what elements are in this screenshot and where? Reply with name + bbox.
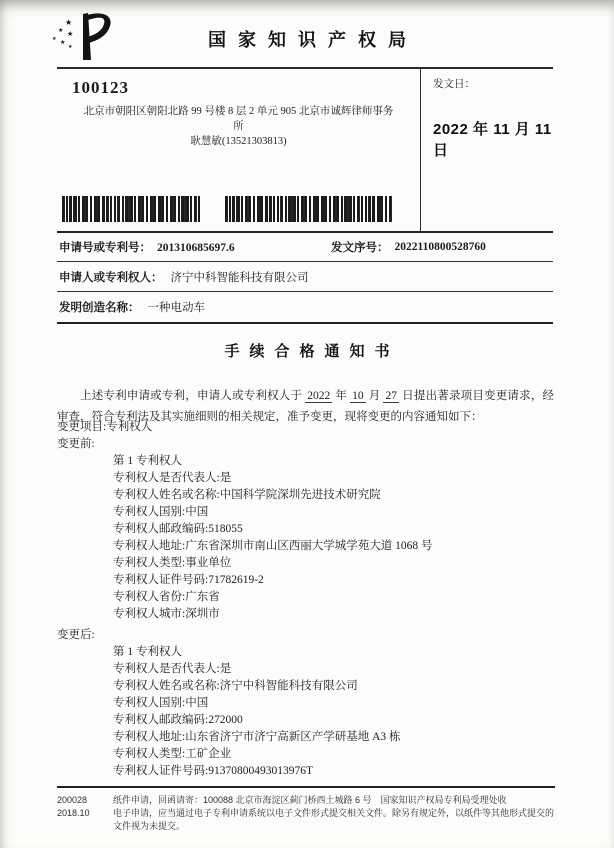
issue-date-block: [421, 69, 553, 231]
issue-date-label: 发文日：: [433, 79, 475, 90]
barcode-right: [225, 196, 392, 222]
barcode-left: [62, 196, 200, 222]
change-detail-line: 专利权人邮政编码:518055: [113, 523, 243, 535]
before-change-label: 变更前:: [57, 438, 95, 450]
table-row-invention-title: [57, 292, 553, 322]
change-detail-line: 专利权人证件号码:71782619-2: [113, 574, 264, 586]
change-detail-line: 专利权人国别:中国: [113, 506, 209, 518]
after-change-list: [113, 644, 554, 780]
recipient-address-block: [57, 69, 421, 231]
change-details-section: [57, 419, 554, 780]
application-number-value: 201310685697.6: [157, 242, 235, 254]
svg-text:★: ★: [52, 37, 57, 42]
footer: [57, 786, 555, 833]
document-info-table: [57, 231, 553, 324]
address-line: 北京市朝阳区朝阳北路 99 号楼 8 层 2 单元 905 北京市诚辉律师事务: [83, 106, 394, 117]
change-detail-line: 专利权人类型:工矿企业: [113, 748, 232, 760]
footer-electronic-filing-line: 电子申请，应当通过电子专利申请系统以电子文件形式提交相关文件。除另有规定外，以纸件等其他形式提交的文件视为未提交。: [113, 808, 555, 831]
request-year: 2022: [307, 389, 331, 402]
change-detail-line: 专利权人姓名或名称:济宁中科智能科技有限公司: [113, 680, 358, 692]
table-row-application-number: [57, 233, 553, 262]
postal-code: 100123: [72, 78, 129, 97]
change-item-line: 变更项目:专利权人: [57, 421, 153, 433]
recipient-name: 耿慧敏(13521303813): [190, 136, 287, 147]
agency-title: 国家知识产权局: [208, 30, 418, 50]
change-detail-line: 第 1 专利权人: [113, 646, 182, 658]
invention-title-label: 发明创造名称：: [59, 302, 140, 314]
month-unit: 月: [368, 389, 381, 402]
svg-text:★: ★: [60, 40, 66, 46]
change-detail-line: 专利权人城市:深圳市: [113, 608, 220, 620]
issue-date-value: 2022 年 11 月 11 日: [433, 121, 552, 159]
notice-title: 手续合格通知书: [224, 344, 400, 360]
address-line: 所: [233, 121, 244, 132]
body-prefix: 上述专利申请或专利，申请人或专利权人于: [80, 389, 303, 402]
request-month: 10: [352, 389, 364, 402]
table-row-applicant: [57, 262, 553, 292]
serial-number-value: 2022110800528760: [394, 241, 486, 253]
address-issue-section: [57, 69, 553, 231]
change-detail-line: 专利权人证件号码:91370800493013976T: [113, 765, 313, 777]
form-number: 200028: [57, 795, 88, 805]
year-unit: 年: [335, 389, 348, 402]
change-detail-line: 专利权人邮政编码:272000: [113, 714, 243, 726]
after-change-label: 变更后:: [57, 629, 95, 641]
change-detail-line: 专利权人类型:事业单位: [113, 557, 232, 569]
footer-instructions: [111, 794, 555, 833]
change-detail-line: 第 1 专利权人: [113, 455, 182, 467]
change-detail-line: 专利权人姓名或名称:中国科学院深圳先进技术研究院: [113, 489, 381, 501]
recipient-address: [57, 104, 420, 149]
form-revision-date: 2018.10: [57, 808, 90, 818]
before-change-list: [113, 453, 554, 623]
change-detail-line: 专利权人是否代表人:是: [113, 663, 232, 675]
change-detail-line: 专利权人国别:中国: [113, 697, 209, 709]
change-detail-line: 专利权人省份:广东省: [113, 591, 220, 603]
applicant-value: 济宁中科智能科技有限公司: [170, 271, 309, 284]
serial-number-label: 发文序号：: [331, 242, 389, 254]
change-detail-line: 专利权人地址:山东省济宁市济宁高新区产学研基地 A3 栋: [113, 731, 401, 743]
svg-text:★: ★: [58, 28, 64, 34]
svg-text:★: ★: [67, 30, 74, 38]
svg-text:★: ★: [65, 18, 73, 27]
footer-paper-filing-line: 纸件申请，回函请寄：100088 北京市海淀区蓟门桥西土城路 6 号 国家知识产权局专利局受理处收: [113, 795, 507, 805]
change-detail-line: 专利权人地址:广东省深圳市南山区西丽大学城学苑大道 1068 号: [113, 540, 433, 552]
svg-text:★: ★: [68, 45, 73, 50]
invention-title-value: 一种电动车: [147, 302, 205, 314]
request-day: 27: [385, 389, 397, 402]
applicant-label: 申请人或专利权人：: [59, 271, 163, 284]
application-number-label: 申请号或专利号：: [59, 242, 151, 254]
form-number-block: [57, 794, 111, 833]
change-detail-line: 专利权人是否代表人:是: [113, 472, 232, 484]
body-suffix: 日提出著录项目变更请求，经审查，符合专利法及其实施细则的相关规定，准予变更，现将变更的内容通知如下：: [57, 389, 555, 423]
